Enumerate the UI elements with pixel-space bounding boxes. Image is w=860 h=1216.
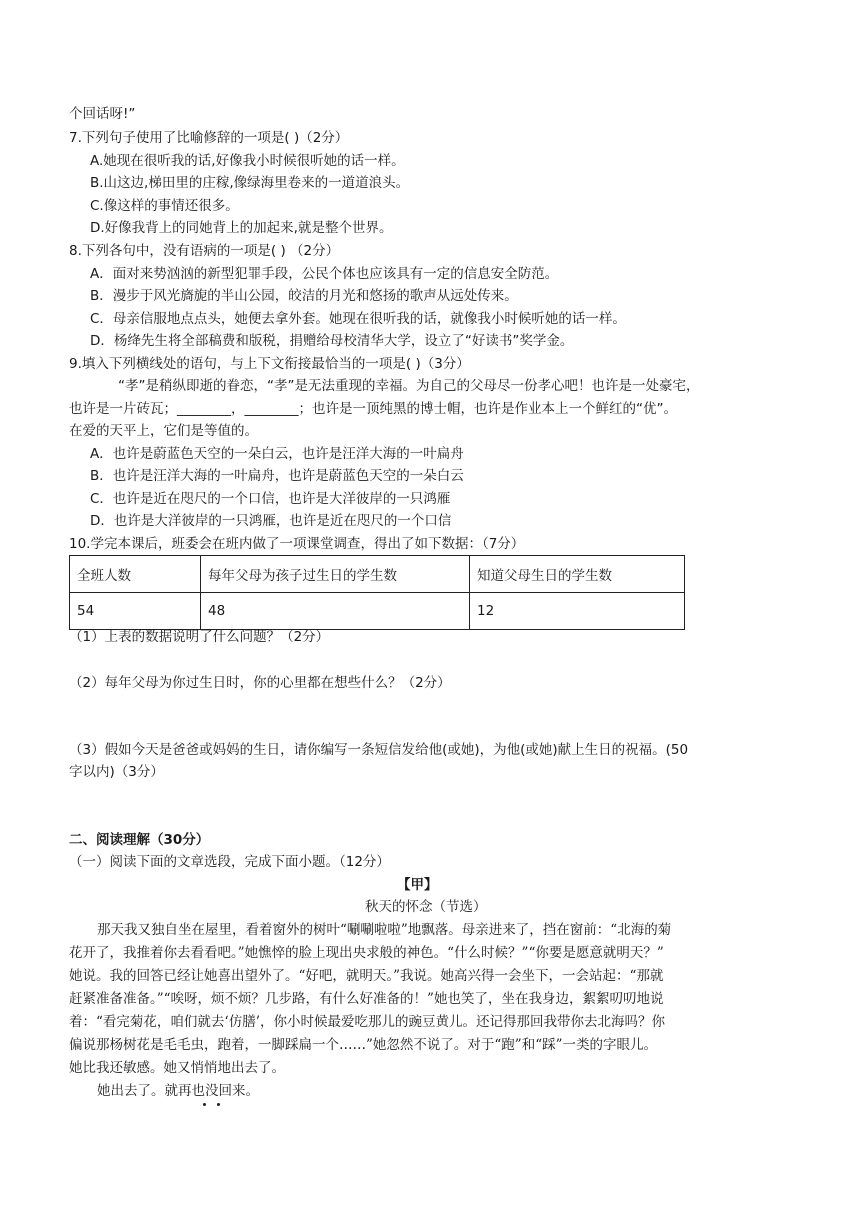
text-line: 个回话呀!” <box>69 106 136 122</box>
question-8: 8.下列各句中，没有语病的一项是( ) （2分） <box>69 243 340 259</box>
passage-line: 花开了，我推着你去看看吧。”她憔悴的脸上现出央求般的神色。“什么时候？”“你要是愿意就明天？” <box>69 945 664 961</box>
table-header-cell: 全班人数 <box>70 556 201 593</box>
table-header-row <box>70 556 685 593</box>
survey-table <box>69 555 685 630</box>
question-7-option-d: D.好像我背上的同她背上的加起来,就是整个世界。 <box>90 220 393 236</box>
question-7-option-b: B.山这边,梯田里的庄稼,像绿海里卷来的一道道浪头。 <box>90 175 410 191</box>
question-10-sub-1: （1）上表的数据说明了什么问题？（2分） <box>69 629 330 645</box>
table-cell: 12 <box>470 593 685 630</box>
emphasis-dots <box>203 1103 233 1109</box>
passage-label: 【甲】 <box>397 877 438 893</box>
question-7-option-c: C.像这样的事情还很多。 <box>90 198 239 214</box>
passage-title: 秋天的怀念（节选） <box>365 899 487 915</box>
passage-line: 她比我还敏感。她又悄悄地出去了。 <box>69 1060 285 1076</box>
table-header-cell: 知道父母生日的学生数 <box>470 556 685 593</box>
question-8-option-d: D．杨绛先生将全部稿费和版税，捐赠给母校清华大学，设立了“好读书”奖学金。 <box>90 333 574 349</box>
passage-line: 她出去了。就再也没回来。 <box>97 1083 259 1099</box>
question-8-option-a: A．面对来势汹汹的新型犯罪手段，公民个体也应该具有一定的信息安全防范。 <box>90 266 559 282</box>
question-10: 10.学完本课后，班委会在班内做了一项课堂调查，得出了如下数据：（7分） <box>69 536 525 552</box>
question-9-passage-line: 也许是一片砖瓦；________，________；也许是一顶纯黑的博士帽，也许是作业本上一个鲜红的“优”。 <box>69 401 677 417</box>
table-row <box>70 593 685 630</box>
passage-line: 那天我又独自坐在屋里，看着窗外的树叶“唰唰啦啦”地飘落。母亲进来了，挡在窗前：“北海的菊 <box>97 922 672 938</box>
question-9: 9.填入下列横线处的语句，与上下文衔接最恰当的一项是( )（3分） <box>69 356 470 372</box>
question-7: 7.下列句子使用了比喻修辞的一项是( )（2分） <box>69 130 349 146</box>
question-9-passage-line: “孝”是稍纵即逝的眷恋，“孝”是无法重现的幸福。为自己的父母尽一份孝心吧！也许是一处豪宅， <box>118 378 700 394</box>
question-7-option-a: A.她现在很听我的话,好像我小时候很听她的话一样。 <box>90 153 405 169</box>
question-10-sub-2: （2）每年父母为你过生日时，你的心里都在想些什么？（2分） <box>69 675 451 691</box>
passage-line: 她说。我的回答已经让她喜出望外了。“好吧，就明天。”我说。她高兴得一会坐下，一会站起：“那就 <box>69 968 664 984</box>
table-cell: 48 <box>201 593 470 630</box>
question-9-passage-line: 在爱的天平上，它们是等值的。 <box>69 423 258 439</box>
section-2-intro: （一）阅读下面的文章选段，完成下面小题。（12分） <box>69 854 390 870</box>
question-8-option-b: B．漫步于风光旖旎的半山公园，皎洁的月光和悠扬的歌声从远处传来。 <box>90 288 518 304</box>
question-10-sub-3-cont: 字以内)（3分） <box>69 764 164 780</box>
table-cell: 54 <box>70 593 201 630</box>
question-9-option-b: B．也许是汪洋大海的一叶扁舟，也许是蔚蓝色天空的一朵白云 <box>90 468 464 484</box>
question-10-sub-3: （3）假如今天是爸爸或妈妈的生日，请你编写一条短信发给他(或她)，为他(或她)献上生日的祝福。(50 <box>69 742 689 758</box>
passage-line: 偏说那杨树花是毛毛虫，跑着，一脚踩扁一个……”她忽然不说了。对于“跑”和“踩”一类的字眼儿。 <box>69 1037 658 1053</box>
passage-line: 赶紧准备准备。”“唉呀，烦不烦？几步路，有什么好准备的！”她也笑了，坐在我身边，絮絮叨叨地说 <box>69 991 664 1007</box>
passage-line: 着：“看完菊花，咱们就去‘仿膳’，你小时候最爱吃那儿的豌豆黄儿。还记得那回我带你去北海吗？你 <box>69 1014 665 1030</box>
question-9-option-c: C．也许是近在咫尺的一个口信，也许是大洋彼岸的一只鸿雁 <box>90 491 451 507</box>
question-8-option-c: C．母亲信服地点点头，她便去拿外套。她现在很听我的话，就像我小时候听她的话一样。 <box>90 311 626 327</box>
question-9-option-d: D．也许是大洋彼岸的一只鸿雁，也许是近在咫尺的一个口信 <box>90 513 452 529</box>
question-9-option-a: A．也许是蔚蓝色天空的一朵白云，也许是汪洋大海的一叶扁舟 <box>90 446 464 462</box>
section-2-heading: 二、阅读理解（30分） <box>69 832 210 848</box>
table-header-cell: 每年父母为孩子过生日的学生数 <box>201 556 470 593</box>
